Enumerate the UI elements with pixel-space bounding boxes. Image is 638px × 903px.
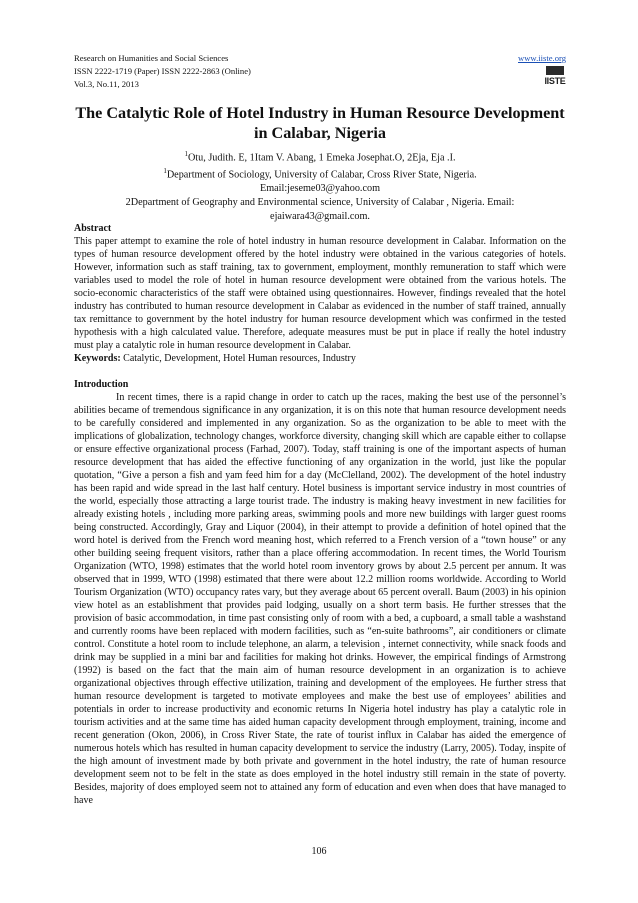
logo-mark	[546, 66, 564, 75]
keywords-line	[74, 352, 566, 365]
keywords-text: Catalytic, Development, Hotel Human resources, Industry	[123, 353, 356, 364]
abstract-text: This paper attempt to examine the role of hotel industry in human resource development in Calabar. Information on the types of human resource development offered by the hotel industry were obtained in the various categories of hotels. However, information such as staff training, tax to government, employment, monthly remuneration to staff which were variables used to model the role of hotel in human resource development were obtained from the various hotels. The socio-economic characteristics of the staff were obtained using questionnaires. However, findings revealed that the hotel industry has contributed to human resource development in Calabar as evidenced in the number of staff trained, annually tax remittance to government by the hotel industry for human resource development which was confirmed in the tested hypothesis with a high calculated value. Therefore, adequate measures must be put in place if really the hotel industry must play a catalytic role in human resource development in Calabar.	[74, 236, 566, 351]
page-number: 106	[311, 846, 327, 857]
journal-issn: ISSN 2222-1719 (Paper) ISSN 2222-2863 (Online)	[74, 66, 251, 77]
journal-name: Research on Humanities and Social Sciences	[74, 53, 229, 63]
journal-header	[74, 52, 566, 92]
logo-text: IISTE	[544, 76, 566, 86]
paper-body	[74, 222, 566, 807]
affiliation-1: $^1$Department of Sociology, University of Calabar, Cross River State, Nigeria.	[163, 167, 477, 181]
abstract-heading: Abstract	[74, 223, 112, 234]
journal-volume: Vol.3, No.11, 2013	[74, 79, 139, 90]
affiliation-2: 2Department of Geography and Environmental science, University of Calabar , Nigeria. Email:	[125, 197, 515, 209]
introduction-text: In recent times, there is a rapid change in order to catch up the races, making the best use of the personnel’s abilities became of tremendous significance in any organization, it is on this note that human resource development needs to be carefully considered and implemented in any organization. So as the organization to be able to meet with the implications of globalization, technology changes, workforce diversity, changing skill which are capable either to collapse or ensure effective organizational process (Farhad, 2007). Today, staff training is one of the important aspects of human resource development that has aided the effective functioning of any organization in the world, just like the popular quotation, “Give a person a fish and yam feed him for a day (McClelland, 2002). The development of the hotel industry has been rapid and wide spread in the last half century. Hotel business is important service industry in most countries of the world, especially those attracting a large tourist trade. The industry is making heavy investment in new facilities for already existing hotels , including more parking areas, swimming pools and more new buildings with larger guest rooms being constructed. Accordingly, Gray and Liquor (2004), in their attempt to provide a definition of hotel opined that the word hotel is derived from the French word meaning host, which referred to a French version of a “town house” or any other building seeing frequent visitors, rather than a place offering accommodation. In recent times, the World Tourism Organization (WTO, 1998) estimates that the world hotel room inventory grows by about 2.5 percent per annum. It was observed that in 1999, WTO (1998) estimated that there were about 12.2 million rooms worldwide. According to World Tourism Organization (WTO) occupancy rates vary, but they average about 65 percent overall. Baum (2003) in his opinion view hotel as an establishment that provides paid lodging, usually on a short term basis. He further stresses that the provision of basic accommodation, in time past consisting only of room with a bed, a cupboard, a small table a washstand and currently rooms have been replaced with modern facilities, such as “en-suite bathrooms”, air conditioners or climate control. Constitute a hotel room to include telephone, an alarm, a television , internet connectivity, while snack foods and drink may be supplied in a mini bar and facilities for making hot drinks. However, the empirical findings of Armstrong (1992) is based on the fact that the main aim of human resource development in an organization is to achieve organizational objectives through effective utilization, training and development of the employees. He further stress that human resource development is targeted to motivate employees and make the best use of employees’ abilities and potentials in order to increase productivity and economic returns In Nigeria hotel industry has play a catalytic role in tourism activities and at the same time has aided human capacity development through employment, training, income and recent generation (Okon, 2006), in Cross River State, the rate of tourist influx in Calabar has aided the emergence of numerous hotels which has resulted in human capacity development to service the industry (Larry, 2005). Today, inspite of the high amount of investment made by both private and government in the hotel industry, the rate of human resource development seem not to be felt in the state as does employed in the hotel industry still remain in the state of poverty. Besides, majority of does employed seem not to attained any form of education and even when does that have managed to have	[74, 392, 566, 806]
iiste-logo	[544, 65, 566, 89]
introduction-heading: Introduction	[74, 379, 129, 390]
author-names: $^1$Otu, Judith. E, 1Itam V. Abang, 1 Emeka Josephat.O, 2Eja, Eja .I.	[184, 150, 456, 164]
journal-url-link[interactable]: www.iiste.org	[518, 53, 566, 63]
paper-title: The Catalytic Role of Hotel Industry in Human Resource Development in Calabar, Nigeria	[75, 104, 565, 142]
author-block	[74, 148, 566, 224]
email-1: Email:jeseme03@yahoo.com	[260, 183, 380, 195]
keywords-label: Keywords:	[74, 353, 121, 364]
email-2: ejaiwara43@gmail.com.	[270, 210, 370, 222]
